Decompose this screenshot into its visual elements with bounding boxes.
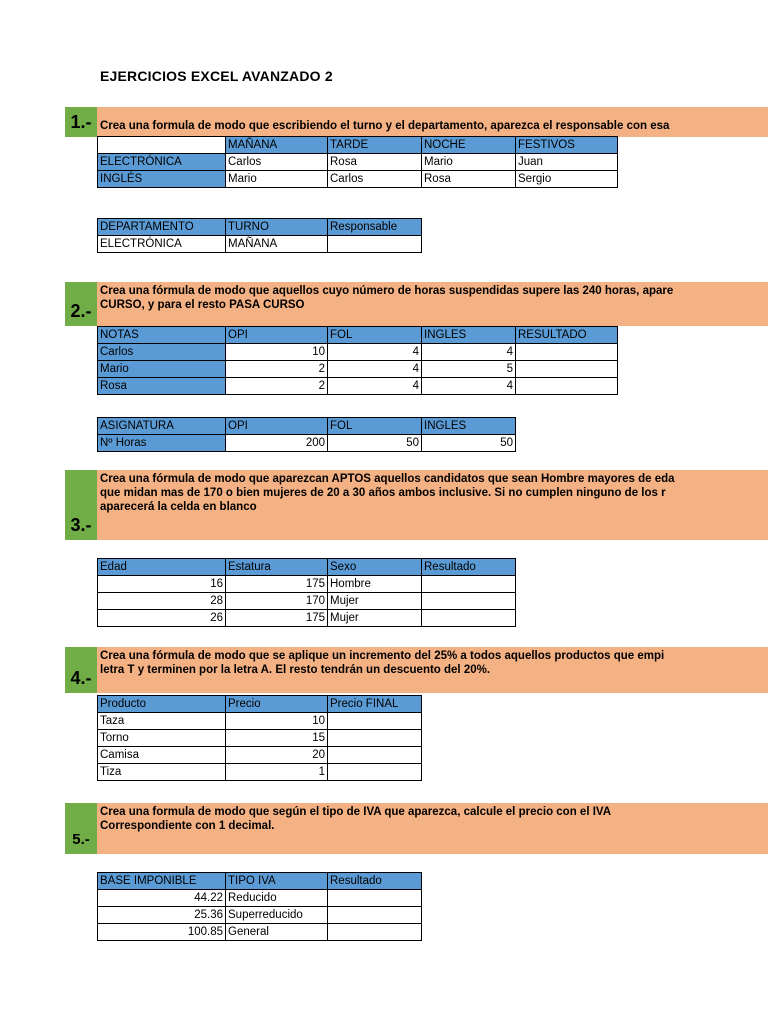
- statement-line: Crea una formula de modo que según el tipo de IVA que aparezca, calcule el precio con el IVA: [100, 806, 612, 818]
- result-cell[interactable]: [328, 924, 422, 941]
- table-cell[interactable]: 10: [226, 713, 328, 730]
- header-cell[interactable]: Resultado: [422, 559, 516, 576]
- exercise-1-number: 1.-: [65, 107, 97, 137]
- table-row: [98, 171, 618, 188]
- table-row: [98, 236, 422, 253]
- header-cell[interactable]: BASE IMPONIBLE: [98, 873, 226, 890]
- table-cell[interactable]: Taza: [98, 713, 226, 730]
- exercise-1-shift-table: [97, 136, 618, 188]
- row-label-cell[interactable]: Mario: [98, 361, 226, 378]
- table-cell[interactable]: Carlos: [328, 171, 422, 188]
- result-cell[interactable]: [328, 713, 422, 730]
- table-row: [98, 907, 422, 924]
- result-cell[interactable]: [516, 361, 618, 378]
- exercise-1-statement: [97, 107, 768, 137]
- table-row: [98, 378, 618, 395]
- header-cell[interactable]: NOCHE: [422, 137, 516, 154]
- statement-line: aparecerá la celda en blanco: [100, 501, 257, 513]
- exercise-3-number: 3.-: [65, 470, 97, 540]
- exercise-4-products-table: [97, 695, 422, 781]
- result-cell[interactable]: [328, 747, 422, 764]
- statement-line: Correspondiente con 1 decimal.: [100, 820, 275, 832]
- header-cell[interactable]: FOL: [328, 418, 422, 435]
- exercise-2-statement: [97, 282, 768, 326]
- table-cell[interactable]: 26: [98, 610, 226, 627]
- header-cell: [98, 137, 226, 154]
- result-cell[interactable]: [422, 610, 516, 627]
- table-cell[interactable]: 175: [226, 610, 328, 627]
- table-cell[interactable]: Rosa: [422, 171, 516, 188]
- exercise-5-statement: [97, 803, 768, 854]
- result-cell[interactable]: [422, 576, 516, 593]
- responsable-result-cell[interactable]: [328, 236, 422, 253]
- row-label-cell[interactable]: Rosa: [98, 378, 226, 395]
- table-cell[interactable]: Mujer: [328, 610, 422, 627]
- header-cell[interactable]: TARDE: [328, 137, 422, 154]
- header-cell[interactable]: Precio: [226, 696, 328, 713]
- table-cell[interactable]: Camisa: [98, 747, 226, 764]
- table-cell[interactable]: 4: [422, 344, 516, 361]
- exercise-3-candidates-table: [97, 558, 516, 627]
- table-row: [98, 593, 516, 610]
- table-cell[interactable]: Torno: [98, 730, 226, 747]
- table-cell[interactable]: 15: [226, 730, 328, 747]
- table-cell[interactable]: 170: [226, 593, 328, 610]
- table-cell[interactable]: 25.36: [98, 907, 226, 924]
- table-cell[interactable]: 50: [422, 435, 516, 452]
- table-header-row: [98, 327, 618, 344]
- table-cell[interactable]: ELECTRÓNICA: [98, 236, 226, 253]
- exercise-5-iva-table: [97, 872, 422, 941]
- header-cell[interactable]: Sexo: [328, 559, 422, 576]
- header-cell[interactable]: TURNO: [226, 219, 328, 236]
- row-label-cell[interactable]: INGLÉS: [98, 171, 226, 188]
- table-row: [98, 730, 422, 747]
- statement-line: CURSO, y para el resto PASA CURSO: [100, 299, 305, 311]
- table-cell[interactable]: Reducido: [226, 890, 328, 907]
- exercise-2-hours-table: [97, 417, 516, 452]
- table-row: [98, 890, 422, 907]
- row-label-cell[interactable]: Carlos: [98, 344, 226, 361]
- result-cell[interactable]: [422, 593, 516, 610]
- table-cell[interactable]: 100.85: [98, 924, 226, 941]
- statement-line: Crea una fórmula de modo que se aplique un incremento del 25% a todos aquellos productos que empi: [100, 650, 665, 662]
- result-cell[interactable]: [328, 907, 422, 924]
- table-cell[interactable]: 200: [226, 435, 328, 452]
- table-row: [98, 576, 516, 593]
- result-cell[interactable]: [516, 344, 618, 361]
- header-cell[interactable]: TIPO IVA: [226, 873, 328, 890]
- header-cell[interactable]: DEPARTAMENTO: [98, 219, 226, 236]
- row-label-cell[interactable]: ELECTRÓNICA: [98, 154, 226, 171]
- table-cell[interactable]: General: [226, 924, 328, 941]
- table-cell[interactable]: Sergio: [516, 171, 618, 188]
- table-cell[interactable]: 28: [98, 593, 226, 610]
- table-cell[interactable]: 16: [98, 576, 226, 593]
- statement-line: que midan mas de 170 o bien mujeres de 20 a 30 años ambos inclusive. Si no cumplen ninguno de los r: [100, 487, 666, 499]
- header-cell[interactable]: OPI: [226, 327, 328, 344]
- page-title: EJERCICIOS EXCEL AVANZADO 2: [100, 68, 333, 84]
- statement-line: letra T y terminen por la letra A. El resto tendrán un descuento del 20%.: [100, 664, 491, 676]
- table-header-row: [98, 559, 516, 576]
- table-cell[interactable]: Carlos: [226, 154, 328, 171]
- table-cell[interactable]: Juan: [516, 154, 618, 171]
- table-row: [98, 435, 516, 452]
- exercise-2-grades-table: [97, 326, 618, 395]
- result-cell[interactable]: [328, 764, 422, 781]
- table-cell[interactable]: 1: [226, 764, 328, 781]
- table-cell[interactable]: Mujer: [328, 593, 422, 610]
- table-cell[interactable]: 2: [226, 378, 328, 395]
- result-cell[interactable]: [328, 890, 422, 907]
- table-cell[interactable]: 4: [328, 361, 422, 378]
- table-cell[interactable]: Mario: [422, 154, 516, 171]
- table-cell[interactable]: Tiza: [98, 764, 226, 781]
- header-cell[interactable]: INGLES: [422, 418, 516, 435]
- result-cell[interactable]: [328, 730, 422, 747]
- header-cell[interactable]: Responsable: [328, 219, 422, 236]
- table-row: [98, 361, 618, 378]
- exercise-4-number: 4.-: [65, 647, 97, 693]
- table-cell[interactable]: 20: [226, 747, 328, 764]
- table-header-row: [98, 696, 422, 713]
- header-cell[interactable]: Edad: [98, 559, 226, 576]
- exercise-4-statement: [97, 647, 768, 693]
- header-cell[interactable]: OPI: [226, 418, 328, 435]
- table-cell[interactable]: MAÑANA: [226, 236, 328, 253]
- table-cell[interactable]: 175: [226, 576, 328, 593]
- header-cell[interactable]: MAÑANA: [226, 137, 328, 154]
- header-cell[interactable]: FESTIVOS: [516, 137, 618, 154]
- exercise-1-lookup-table: [97, 218, 422, 253]
- table-cell[interactable]: 4: [328, 344, 422, 361]
- table-cell[interactable]: Hombre: [328, 576, 422, 593]
- row-label-cell[interactable]: Nº Horas: [98, 435, 226, 452]
- header-cell[interactable]: Resultado: [328, 873, 422, 890]
- header-cell[interactable]: ASIGNATURA: [98, 418, 226, 435]
- header-cell[interactable]: RESULTADO: [516, 327, 618, 344]
- header-cell[interactable]: Estatura: [226, 559, 328, 576]
- table-row: [98, 924, 422, 941]
- exercise-2-number: 2.-: [65, 282, 97, 326]
- table-header-row: [98, 418, 516, 435]
- table-row: [98, 154, 618, 171]
- table-cell[interactable]: 2: [226, 361, 328, 378]
- table-cell[interactable]: 50: [328, 435, 422, 452]
- header-cell[interactable]: Producto: [98, 696, 226, 713]
- exercise-5-number: 5.-: [65, 803, 97, 854]
- table-cell[interactable]: Superreducido: [226, 907, 328, 924]
- table-header-row: [98, 219, 422, 236]
- table-cell[interactable]: 44.22: [98, 890, 226, 907]
- table-cell[interactable]: 4: [328, 378, 422, 395]
- table-cell[interactable]: Rosa: [328, 154, 422, 171]
- table-cell[interactable]: Mario: [226, 171, 328, 188]
- table-header-row: [98, 137, 618, 154]
- exercise-3-statement: [97, 470, 768, 540]
- table-row: [98, 713, 422, 730]
- header-cell[interactable]: Precio FINAL: [328, 696, 422, 713]
- table-cell[interactable]: 5: [422, 361, 516, 378]
- statement-line: Crea una fórmula de modo que aparezcan APTOS aquellos candidatos que sean Hombre mayores de eda: [100, 473, 675, 485]
- table-row: [98, 344, 618, 361]
- table-cell[interactable]: 10: [226, 344, 328, 361]
- result-cell[interactable]: [516, 378, 618, 395]
- table-row: [98, 764, 422, 781]
- table-cell[interactable]: 4: [422, 378, 516, 395]
- table-row: [98, 610, 516, 627]
- header-cell[interactable]: FOL: [328, 327, 422, 344]
- statement-line: Crea una formula de modo que escribiendo el turno y el departamento, aparezca el responsable con esa: [100, 120, 670, 132]
- header-cell[interactable]: NOTAS: [98, 327, 226, 344]
- header-cell[interactable]: INGLES: [422, 327, 516, 344]
- statement-line: Crea una fórmula de modo que aquellos cuyo número de horas suspendidas supere las 240 horas, apare: [100, 285, 674, 297]
- table-row: [98, 747, 422, 764]
- table-header-row: [98, 873, 422, 890]
